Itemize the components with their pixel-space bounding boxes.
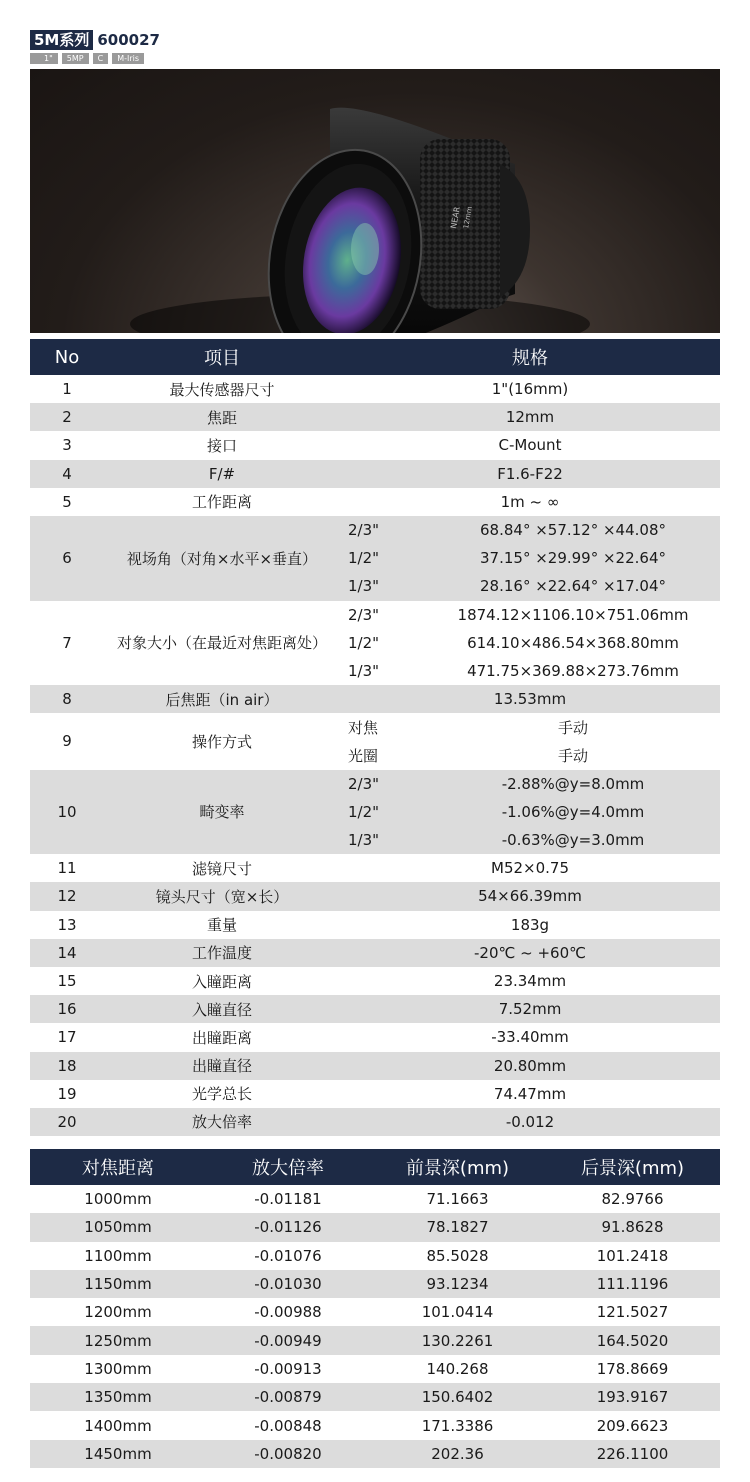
- tag-sensor: 1": [30, 53, 58, 64]
- spec-no: 1: [30, 375, 104, 403]
- spec-value: -33.40mm: [340, 1023, 720, 1051]
- spec-item: 后焦距（in air）: [104, 685, 340, 713]
- depth-focus-distance: 1000mm: [30, 1185, 206, 1213]
- spec-row: [30, 1023, 720, 1051]
- spec-sub-label: 1/3": [340, 572, 426, 600]
- spec-item: 镜头尺寸（宽×长）: [104, 882, 340, 910]
- spec-row: [30, 770, 720, 798]
- depth-magnification: -0.01030: [206, 1270, 370, 1298]
- spec-row: [30, 882, 720, 910]
- depth-focus-distance: 1450mm: [30, 1440, 206, 1468]
- depth-magnification: -0.00949: [206, 1326, 370, 1354]
- spec-value: M52×0.75: [340, 854, 720, 882]
- spec-item: 工作温度: [104, 939, 340, 967]
- spec-no: 2: [30, 403, 104, 431]
- depth-rear: 209.6623: [545, 1411, 720, 1439]
- ring-label-near: NEAR: [449, 206, 462, 230]
- spec-sub-label: 1/2": [340, 629, 426, 657]
- spec-sub-label: 对焦: [340, 713, 426, 741]
- spec-item: 出瞳距离: [104, 1023, 340, 1051]
- ring-label-focal: 12mm: [462, 205, 474, 230]
- spec-row: [30, 911, 720, 939]
- depth-rear: 111.1196: [545, 1270, 720, 1298]
- spec-no: 16: [30, 995, 104, 1023]
- col-focus-distance: 对焦距离: [30, 1149, 206, 1185]
- spec-sub-label: 1/2": [340, 544, 426, 572]
- depth-rear: 226.1100: [545, 1440, 720, 1468]
- spec-sub-label: 1/2": [340, 798, 426, 826]
- spec-value: 7.52mm: [340, 995, 720, 1023]
- col-magnification: 放大倍率: [206, 1149, 370, 1185]
- spec-row: [30, 1052, 720, 1080]
- depth-of-field-table: [30, 1149, 720, 1468]
- depth-focus-distance: 1250mm: [30, 1326, 206, 1354]
- spec-item: F/#: [104, 460, 340, 488]
- spec-value: -0.63%@y=3.0mm: [426, 826, 720, 854]
- col-item: 项目: [104, 339, 340, 375]
- depth-front: 85.5028: [370, 1242, 545, 1270]
- spec-no: 12: [30, 882, 104, 910]
- spec-value: 471.75×369.88×273.76mm: [426, 657, 720, 685]
- depth-front: 171.3386: [370, 1411, 545, 1439]
- spec-item: 操作方式: [104, 713, 340, 769]
- depth-front: 93.1234: [370, 1270, 545, 1298]
- spec-row: [30, 967, 720, 995]
- feature-tags: [30, 53, 160, 64]
- depth-row: [30, 1440, 720, 1468]
- depth-magnification: -0.00988: [206, 1298, 370, 1326]
- spec-item: 最大传感器尺寸: [104, 375, 340, 403]
- depth-rear: 193.9167: [545, 1383, 720, 1411]
- spec-row: [30, 488, 720, 516]
- depth-rear: 91.8628: [545, 1213, 720, 1241]
- spec-sub-label: 2/3": [340, 516, 426, 544]
- spec-item: 焦距: [104, 403, 340, 431]
- spec-no: 11: [30, 854, 104, 882]
- spec-value: 68.84° ×57.12° ×44.08°: [426, 516, 720, 544]
- spec-value: -1.06%@y=4.0mm: [426, 798, 720, 826]
- spec-item: 放大倍率: [104, 1108, 340, 1136]
- col-rear-depth: 后景深(mm): [545, 1149, 720, 1185]
- depth-focus-distance: 1200mm: [30, 1298, 206, 1326]
- product-photo: [30, 69, 720, 333]
- spec-no: 9: [30, 713, 104, 769]
- spec-no: 15: [30, 967, 104, 995]
- spec-no: 10: [30, 770, 104, 855]
- spec-row: [30, 1108, 720, 1136]
- spec-sub-label: 1/3": [340, 826, 426, 854]
- depth-front: 78.1827: [370, 1213, 545, 1241]
- spec-row: [30, 713, 720, 741]
- depth-focus-distance: 1100mm: [30, 1242, 206, 1270]
- spec-row: [30, 460, 720, 488]
- spec-value: 12mm: [340, 403, 720, 431]
- spec-value: 13.53mm: [340, 685, 720, 713]
- depth-magnification: -0.00820: [206, 1440, 370, 1468]
- tag-iris: M-Iris: [112, 53, 144, 64]
- depth-focus-distance: 1350mm: [30, 1383, 206, 1411]
- depth-row: [30, 1270, 720, 1298]
- col-no: No: [30, 339, 104, 375]
- depth-focus-distance: 1400mm: [30, 1411, 206, 1439]
- depth-magnification: -0.00913: [206, 1355, 370, 1383]
- depth-front: 71.1663: [370, 1185, 545, 1213]
- spec-table: [30, 339, 720, 1136]
- depth-header-row: [30, 1149, 720, 1185]
- spec-row: [30, 431, 720, 459]
- depth-front: 150.6402: [370, 1383, 545, 1411]
- depth-row: [30, 1411, 720, 1439]
- spec-value: 74.47mm: [340, 1080, 720, 1108]
- depth-magnification: -0.01076: [206, 1242, 370, 1270]
- col-spec: 规格: [340, 339, 720, 375]
- spec-value: F1.6-F22: [340, 460, 720, 488]
- spec-item: 出瞳直径: [104, 1052, 340, 1080]
- product-header: [30, 30, 160, 68]
- series-label: 5M系列: [30, 30, 93, 50]
- spec-no: 19: [30, 1080, 104, 1108]
- depth-front: 202.36: [370, 1440, 545, 1468]
- lens-illustration: [30, 69, 720, 333]
- depth-row: [30, 1355, 720, 1383]
- spec-row: [30, 685, 720, 713]
- depth-front: 140.268: [370, 1355, 545, 1383]
- depth-row: [30, 1298, 720, 1326]
- depth-row: [30, 1383, 720, 1411]
- spec-body: [30, 375, 720, 1136]
- spec-item: 视场角（对角×水平×垂直）: [104, 516, 340, 601]
- spec-no: 8: [30, 685, 104, 713]
- spec-no: 20: [30, 1108, 104, 1136]
- spec-value: 1874.12×1106.10×751.06mm: [426, 601, 720, 629]
- depth-row: [30, 1326, 720, 1354]
- depth-row: [30, 1242, 720, 1270]
- spec-no: 7: [30, 601, 104, 686]
- spec-row: [30, 995, 720, 1023]
- spec-row: [30, 854, 720, 882]
- spec-item: 滤镜尺寸: [104, 854, 340, 882]
- tag-mount: C: [93, 53, 109, 64]
- spec-item: 光学总长: [104, 1080, 340, 1108]
- spec-item: 重量: [104, 911, 340, 939]
- spec-row: [30, 375, 720, 403]
- spec-value: 54×66.39mm: [340, 882, 720, 910]
- depth-rear: 178.8669: [545, 1355, 720, 1383]
- spec-sub-label: 2/3": [340, 770, 426, 798]
- spec-no: 18: [30, 1052, 104, 1080]
- spec-item: 入瞳距离: [104, 967, 340, 995]
- spec-header-row: [30, 339, 720, 375]
- spec-sub-label: 2/3": [340, 601, 426, 629]
- spec-item: 畸变率: [104, 770, 340, 855]
- spec-row: [30, 1080, 720, 1108]
- spec-sub-label: 1/3": [340, 657, 426, 685]
- spec-value: 手动: [426, 741, 720, 769]
- spec-value: 28.16° ×22.64° ×17.04°: [426, 572, 720, 600]
- spec-value: -0.012: [340, 1108, 720, 1136]
- spec-item: 对象大小（在最近对焦距离处）: [104, 601, 340, 686]
- spec-no: 6: [30, 516, 104, 601]
- depth-rear: 164.5020: [545, 1326, 720, 1354]
- tag-resolution: 5MP: [62, 53, 89, 64]
- spec-item: 工作距离: [104, 488, 340, 516]
- spec-item: 入瞳直径: [104, 995, 340, 1023]
- spec-row: [30, 516, 720, 544]
- spec-item: 接口: [104, 431, 340, 459]
- depth-focus-distance: 1150mm: [30, 1270, 206, 1298]
- spec-value: 37.15° ×29.99° ×22.64°: [426, 544, 720, 572]
- spec-value: 23.34mm: [340, 967, 720, 995]
- spec-no: 17: [30, 1023, 104, 1051]
- spec-row: [30, 939, 720, 967]
- spec-row: [30, 403, 720, 431]
- model-number: 600027: [97, 31, 160, 49]
- spec-value: 614.10×486.54×368.80mm: [426, 629, 720, 657]
- spec-no: 14: [30, 939, 104, 967]
- depth-magnification: -0.00848: [206, 1411, 370, 1439]
- depth-focus-distance: 1300mm: [30, 1355, 206, 1383]
- col-front-depth: 前景深(mm): [370, 1149, 545, 1185]
- spec-no: 4: [30, 460, 104, 488]
- spec-no: 3: [30, 431, 104, 459]
- depth-front: 101.0414: [370, 1298, 545, 1326]
- spec-value: 1"(16mm): [340, 375, 720, 403]
- depth-row: [30, 1213, 720, 1241]
- spec-value: 20.80mm: [340, 1052, 720, 1080]
- depth-magnification: -0.01181: [206, 1185, 370, 1213]
- depth-rear: 82.9766: [545, 1185, 720, 1213]
- spec-value: 1m ~ ∞: [340, 488, 720, 516]
- depth-focus-distance: 1050mm: [30, 1213, 206, 1241]
- spec-no: 13: [30, 911, 104, 939]
- depth-rear: 121.5027: [545, 1298, 720, 1326]
- depth-row: [30, 1185, 720, 1213]
- depth-rear: 101.2418: [545, 1242, 720, 1270]
- depth-body: [30, 1185, 720, 1468]
- spec-sub-label: 光圈: [340, 741, 426, 769]
- spec-no: 5: [30, 488, 104, 516]
- spec-value: 手动: [426, 713, 720, 741]
- depth-magnification: -0.00879: [206, 1383, 370, 1411]
- spec-value: -20℃ ~ +60℃: [340, 939, 720, 967]
- spec-value: 183g: [340, 911, 720, 939]
- spec-row: [30, 601, 720, 629]
- depth-front: 130.2261: [370, 1326, 545, 1354]
- depth-magnification: -0.01126: [206, 1213, 370, 1241]
- spec-value: -2.88%@y=8.0mm: [426, 770, 720, 798]
- spec-value: C-Mount: [340, 431, 720, 459]
